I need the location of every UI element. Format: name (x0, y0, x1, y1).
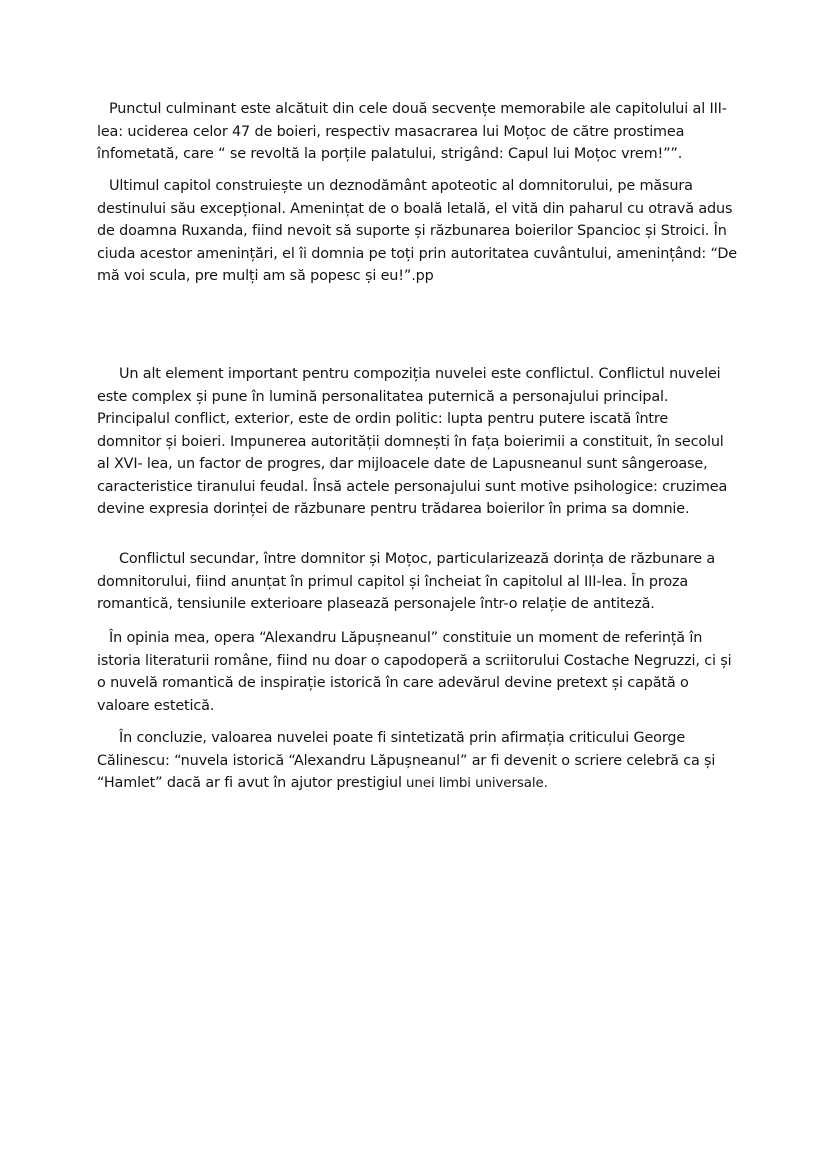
paragraph-ending: Ultimul capitol construiește un deznodământ apoteotic al domnitorului, pe măsura destinului său excepțional. Amenințat de o boală letală, el vită din paharul cu otravă adus de doamna Ruxanda, fiind nevoit să suporte și răzbunarea boierilor Spancioc și Stroici. În ciuda acestor amenințări, el îi domnia pe toți prin autoritatea cuvântului, amenințând: “De mă voi scula, pre mulți am să popesc și eu!”.pp (97, 178, 737, 284)
paragraph-conclusion (97, 727, 737, 796)
paragraph-climax: Punctul culminant este alcătuit din cele două secvențe memorabile ale capitolului al III-lea: uciderea celor 47 de boieri, respectiv masacrarea lui Moțoc de către prostimea înfometată, care “ se revoltă la porțile palatului, strigând: Capul lui Moțoc vrem!””. (97, 101, 727, 162)
conclusion-main-text: În concluzie, valoarea nuvelei poate fi sintetizată prin afirmația criticului George Călinescu: “nuvela istorică “Alexandru Lăpușneanul” ar fi devenit o scriere celebră ca și “Hamlet” dacă ar fi avut în ajutor prestigiul (97, 730, 716, 791)
paragraph-conflict: Un alt element important pentru compoziția nuvelei este conflictul. Conflictul nuvelei este complex și pune în lumină personalitatea puternică a personajului principal. Principalul conflict, exterior, este de ordin politic: lupta pentru putere iscată între domnitor și boieri. Impunerea autorității domnești în fața boierimii a constituit, în secolul al XVI- lea, un factor de progres, dar mijloacele date de Lapusneanul sunt sângeroase, caracteristice tiranului feudal. Însă actele personajului sunt motive psihologice: cruzimea devine expresia dorinței de răzbunare pentru trădarea boierilor în prima sa domnie. (97, 366, 728, 517)
paragraph-opinion: În opinia mea, opera “Alexandru Lăpușneanul” constituie un moment de referință în istoria literaturii române, fiind nu doar o capodoperă a scriitorului Costache Negruzzi, ci și o nuvelă romantică de inspirație istorică în care adevărul devine pretext și capătă o valoare estetică. (97, 630, 732, 714)
conclusion-tail-text: unei limbi universale. (401, 776, 548, 791)
paragraph-secondary-conflict: Conflictul secundar, între domnitor și Moțoc, particularizează dorința de răzbunare a domnitorului, fiind anunțat în primul capitol și încheiat în capitolul al III-lea. În proza romantică, tensiunile exterioare plasează personajele într-o relație de antiteză. (97, 551, 716, 612)
